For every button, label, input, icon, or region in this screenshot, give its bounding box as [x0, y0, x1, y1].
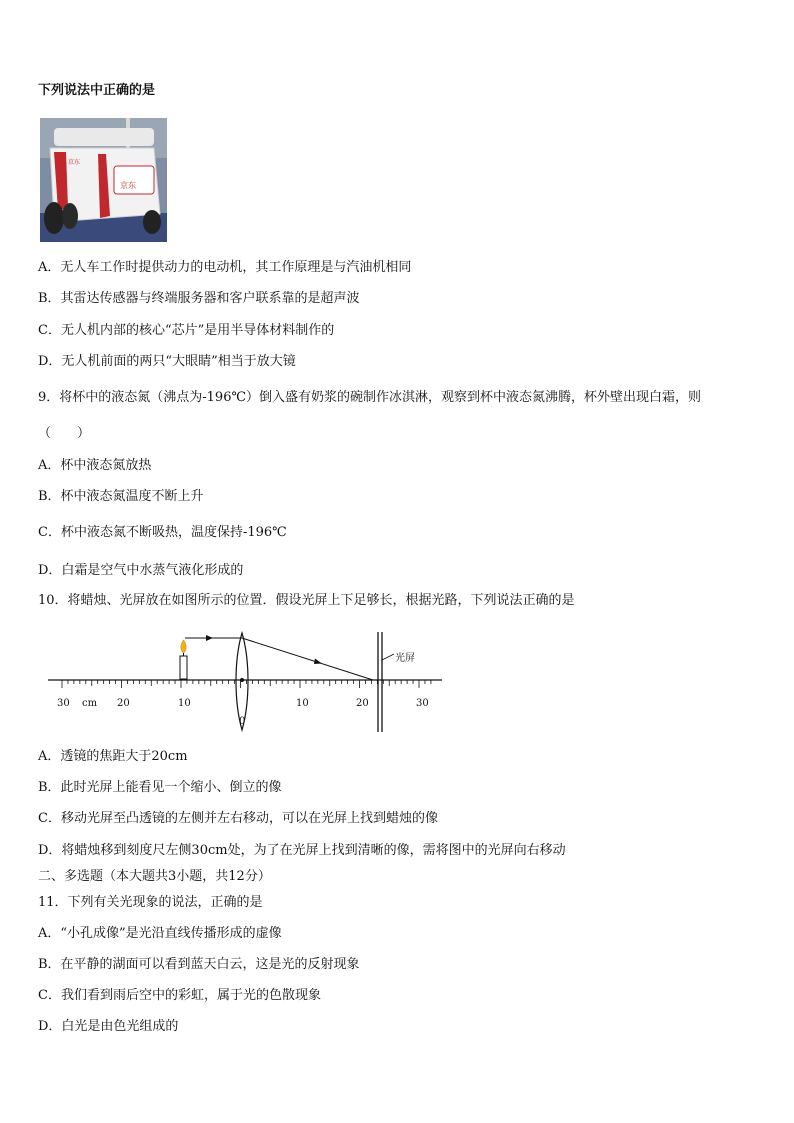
- q9-option-c: C．杯中液态氮不断吸热，温度保持-196℃: [38, 525, 287, 540]
- q10-option-a: A．透镜的焦距大于20cm: [38, 749, 188, 764]
- candle-flame: [181, 640, 186, 653]
- q8-option-d: D．无人机前面的两只“大眼睛”相当于放大镜: [38, 354, 296, 369]
- q10-stem: 10．将蜡烛、光屏放在如图所示的位置．假设光屏上下足够长，根据光路，下列说法正确的是: [38, 593, 575, 608]
- q9-option-b: B．杯中液态氮温度不断上升: [38, 489, 204, 504]
- tick-label-20-right: 20: [356, 698, 369, 709]
- q8-option-a: A．无人车工作时提供动力的电动机，其工作原理是与汽油机相同: [38, 260, 412, 275]
- refracted-ray: [242, 638, 373, 680]
- q11-option-b: B．在平静的湖面可以看到蓝天白云，这是光的反射现象: [38, 957, 360, 972]
- tick-label-10-left: 10: [178, 698, 191, 709]
- q10-option-d: D．将蜡烛移到刻度尺左侧30cm处，为了在光屏上找到清晰的像，需将图中的光屏向右移动: [38, 843, 566, 858]
- incident-ray-arrow: [206, 635, 213, 641]
- unit-label: cm: [82, 698, 98, 709]
- q9-answer-paren: （ ）: [38, 426, 91, 441]
- robot-side-text: 京东: [68, 159, 81, 166]
- q11-option-d: D．白光是由色光组成的: [38, 1019, 179, 1034]
- q11-option-a: A．“小孔成像”是光沿直线传播形成的虚像: [38, 926, 282, 941]
- tick-label-10-right: 10: [296, 698, 309, 709]
- tick-label-30-right: 30: [416, 698, 429, 709]
- optics-figure: [44, 630, 449, 733]
- q8-option-b: B．其雷达传感器与终端服务器和客户联系靠的是超声波: [38, 291, 360, 306]
- candle: [180, 656, 187, 679]
- tick-label-30-left: 30: [57, 698, 70, 709]
- optical-center: [240, 678, 244, 682]
- q9-stem: 9．将杯中的液态氮（沸点为-196℃）倒入盛有奶浆的碗制作冰淇淋，观察到杯中液态氮沸腾，杯外壁出现白霜，则: [38, 390, 702, 405]
- screen-label: 光屏: [395, 653, 415, 664]
- q11-stem: 11．下列有关光现象的说法，正确的是: [38, 895, 263, 910]
- tick-label-0: 0: [239, 716, 246, 727]
- q9-option-a: A．杯中液态氮放热: [38, 458, 152, 473]
- tick-label-20-left: 20: [117, 698, 130, 709]
- robot-logo-text: 京东: [120, 181, 136, 190]
- section-heading: 二、多选题（本大题共3小题，共12分）: [38, 869, 271, 884]
- refracted-ray-arrow: [314, 659, 322, 665]
- q9-option-d: D．白霜是空气中水蒸气液化形成的: [38, 563, 244, 578]
- ruler-ticks: [62, 680, 431, 688]
- q8-option-c: C．无人机内部的核心“芯片”是用半导体材料制作的: [38, 323, 335, 338]
- delivery-robot-photo: [40, 118, 167, 242]
- q11-option-c: C．我们看到雨后空中的彩虹，属于光的色散现象: [38, 988, 321, 1003]
- q10-option-c: C．移动光屏至凸透镜的左侧并左右移动，可以在光屏上找到蜡烛的像: [38, 811, 438, 826]
- question-intro: 下列说法中正确的是: [38, 83, 156, 98]
- q10-option-b: B．此时光屏上能看见一个缩小、倒立的像: [38, 780, 282, 795]
